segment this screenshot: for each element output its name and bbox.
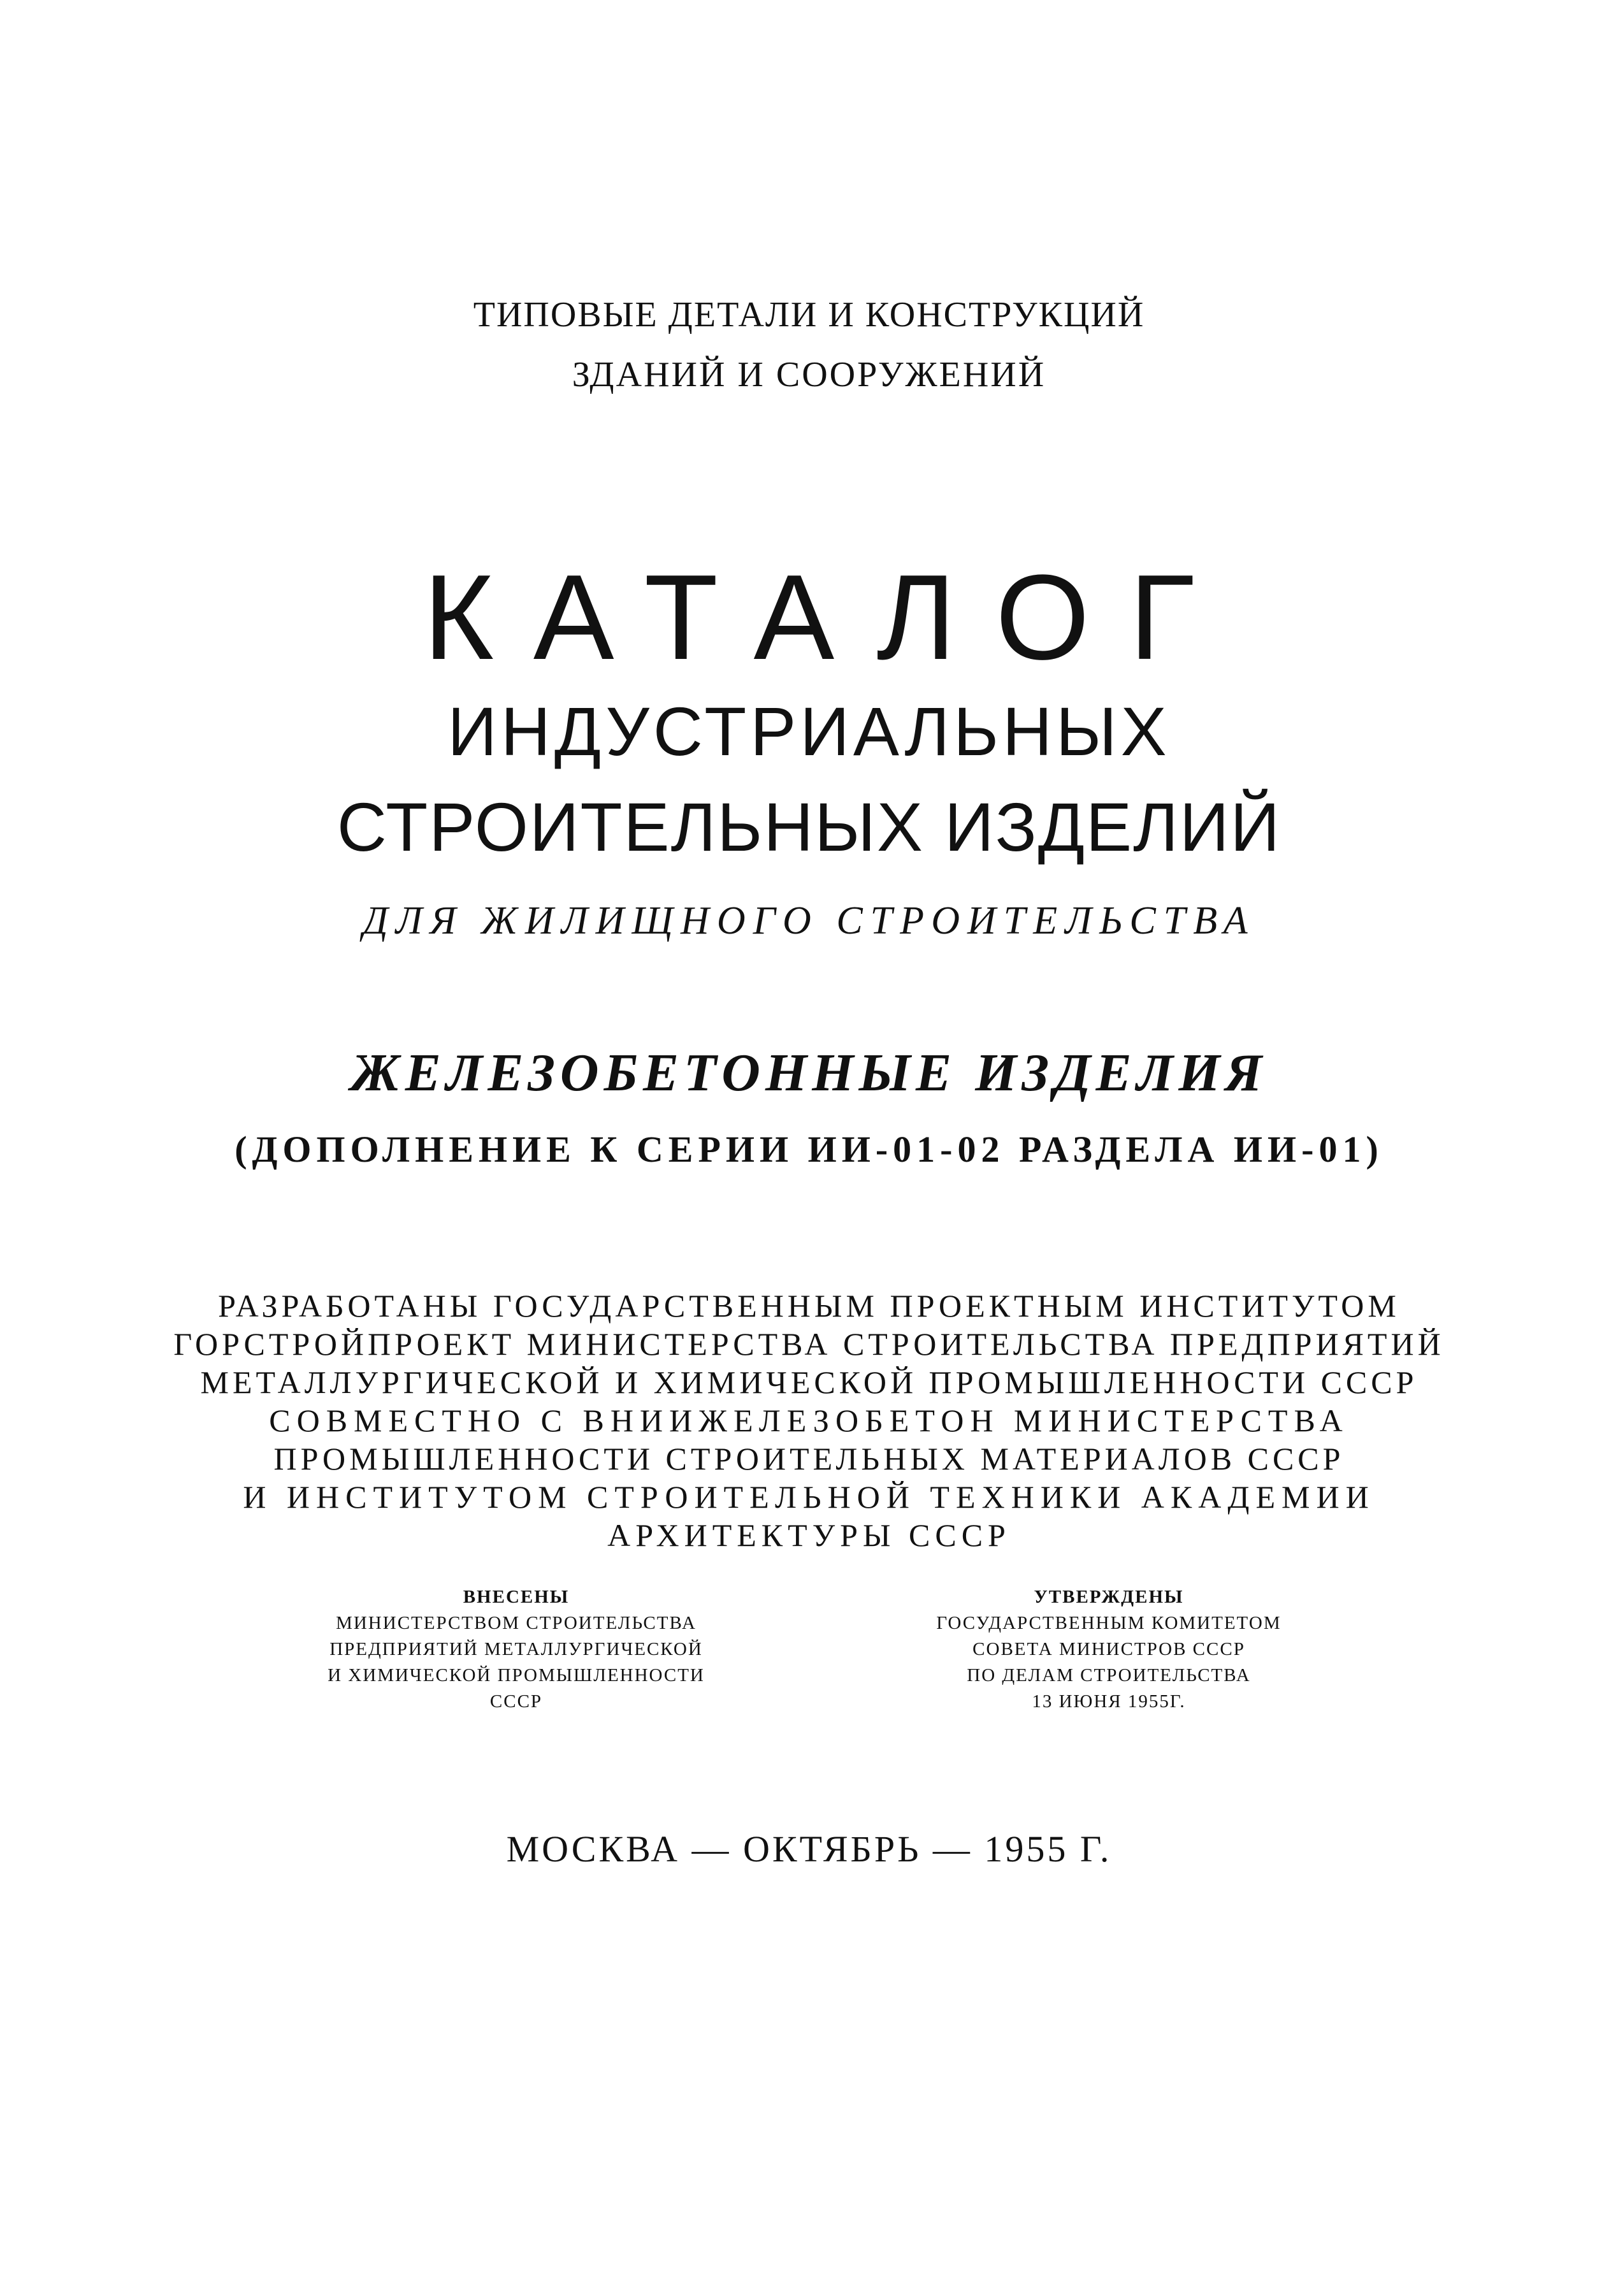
submitted-line: И ХИМИЧЕСКОЙ ПРОМЫШЛЕННОСТИ	[328, 1665, 705, 1686]
approved-block	[822, 1584, 1396, 1715]
developer-line: РАЗРАБОТАНЫ ГОСУДАРСТВЕННЫМ ПРОЕКТНЫМ ИНСТИТУТОМ	[218, 1288, 1400, 1324]
developer-line: ПРОМЫШЛЕННОСТИ СТРОИТЕЛЬНЫХ МАТЕРИАЛОВ СССР	[273, 1441, 1345, 1477]
approved-date: 13 ИЮНЯ 1955Г.	[1032, 1691, 1186, 1712]
developer-line: МЕТАЛЛУРГИЧЕСКОЙ И ХИМИЧЕСКОЙ ПРОМЫШЛЕННОСТИ СССР	[200, 1364, 1418, 1400]
submitted-line: СССР	[489, 1691, 543, 1712]
title-line-products: СТРОИТЕЛЬНЫХ ИЗДЕЛИЙ	[336, 788, 1282, 865]
title-line-supplement: (ДОПОЛНЕНИЕ К СЕРИИ ИИ-01-02 РАЗДЕЛА ИИ-01)	[235, 1129, 1383, 1170]
approved-line: СОВЕТА МИНИСТРОВ СССР	[972, 1639, 1245, 1659]
catalog-title: КАТАЛОГ	[423, 550, 1234, 685]
series-line-2: ЗДАНИЙ И СООРУЖЕНИЙ	[572, 355, 1046, 394]
submitted-heading: ВНЕСЕНЫ	[463, 1587, 570, 1607]
approved-heading: УТВЕРЖДЕНЫ	[1034, 1587, 1184, 1607]
developer-line: АРХИТЕКТУРЫ СССР	[607, 1517, 1011, 1553]
approved-line: ПО ДЕЛАМ СТРОИТЕЛЬСТВА	[967, 1665, 1251, 1686]
developer-line: ГОРСТРОЙПРОЕКТ МИНИСТЕРСТВА СТРОИТЕЛЬСТВА ПРЕДПРИЯТИЙ	[173, 1326, 1445, 1362]
place-and-date: МОСКВА — ОКТЯБРЬ — 1955 Г.	[506, 1828, 1112, 1870]
submitted-block	[229, 1584, 803, 1715]
approved-line: ГОСУДАРСТВЕННЫМ КОМИТЕТОМ	[936, 1613, 1282, 1633]
developer-line: И ИНСТИТУТОМ СТРОИТЕЛЬНОЙ ТЕХНИКИ АКАДЕМИИ	[243, 1479, 1375, 1515]
title-line-industrial: ИНДУСТРИАЛЬНЫХ	[447, 693, 1171, 770]
developer-line: СОВМЕСТНО С ВНИИЖЕЛЕЗОБЕТОН МИНИСТЕРСТВА	[269, 1403, 1349, 1438]
title-line-reinforced-concrete: ЖЕЛЕЗОБЕТОННЫЕ ИЗДЕЛИЯ	[350, 1043, 1268, 1102]
submitted-line: ПРЕДПРИЯТИЙ МЕТАЛЛУРГИЧЕСКОЙ	[329, 1639, 703, 1659]
submitted-line: МИНИСТЕРСТВОМ СТРОИТЕЛЬСТВА	[336, 1613, 697, 1633]
title-line-housing: ДЛЯ ЖИЛИЩНОГО СТРОИТЕЛЬСТВА	[363, 899, 1255, 942]
series-line-1: ТИПОВЫЕ ДЕТАЛИ И КОНСТРУКЦИЙ	[473, 295, 1145, 335]
